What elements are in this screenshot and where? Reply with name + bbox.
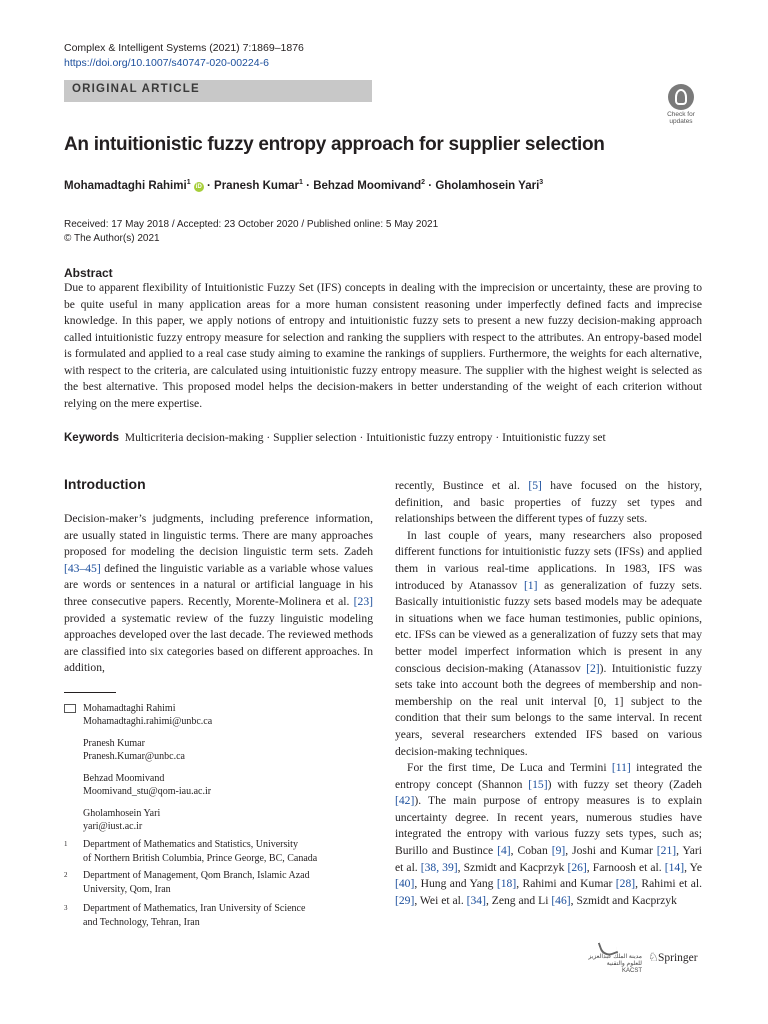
contact-name: Behzad Moomivand: [83, 773, 165, 784]
affiliation-line: Department of Management, Qom Branch, Islamic Azad: [83, 870, 310, 881]
introduction-heading: Introduction: [64, 476, 146, 492]
affiliation: [64, 869, 310, 896]
text-run: recently, Bustince et al.: [395, 479, 529, 492]
text-run: , Hung and Yang: [414, 877, 497, 891]
citation-link[interactable]: [9]: [551, 844, 566, 858]
text-run: as generalization of fuzzy sets. Basically intuitionistic fuzzy sets based models may be adequate in situations when we face human testimonies, public opinions, etc. IFSs can be viewed as a generalization of fuzzy sets that may better model imperfect information which is present in any conscious decision-making (Atanassov: [395, 578, 702, 675]
author-name[interactable]: Behzad Moomivand: [313, 179, 422, 192]
publisher-footer: [578, 940, 704, 972]
text-run: , Yari et al.: [395, 844, 703, 874]
abstract-heading: Abstract: [64, 266, 113, 280]
contact-email[interactable]: yari@iust.ac.ir: [83, 821, 143, 832]
affiliation: [64, 902, 305, 929]
text-run: , Szmidt and Kacprzyk: [457, 860, 568, 874]
text-run: In last couple of years, many researchers also proposed different functions for intuitionistic fuzzy sets (IFSs) and applied them in various real-time applications. In 1983, IFS was introduced by Atanassov: [395, 528, 702, 592]
citation-link[interactable]: [40]: [395, 877, 415, 891]
springer-horse-icon: ♘: [648, 950, 659, 964]
text-run: , Coban: [510, 844, 552, 858]
affiliation-line: Department of Mathematics, Iran University of Science: [83, 903, 306, 914]
author-name[interactable]: Gholamhosein Yari: [435, 179, 540, 192]
author-affil-sup: 3: [539, 179, 544, 186]
springer-name: Springer: [658, 952, 698, 964]
text-run: ). The main purpose of entropy measures is to explain uncertainty degree. In recent years, numerous studies have integrated the entropy with various fuzzy sets types, such as; Burillo and Bustince: [395, 794, 702, 858]
kacst-label: [582, 954, 642, 975]
paragraph: [395, 528, 702, 760]
citation-link[interactable]: [2]: [586, 661, 600, 675]
citation-link[interactable]: [26]: [567, 860, 587, 874]
kacst-arabic: مدينة الملك عبدالعزيز للعلوم والتقنية: [588, 954, 642, 967]
affiliation-number: 3: [64, 904, 68, 912]
affiliation-line: University, Qom, Iran: [83, 883, 171, 895]
author-contact: [83, 807, 212, 833]
citation-link[interactable]: [29]: [395, 893, 415, 907]
contact-email[interactable]: Mohamadtaghi.rahimi@unbc.ca: [83, 716, 213, 727]
contact-name: Gholamhosein Yari: [83, 808, 161, 819]
article-type-label: ORIGINAL ARTICLE: [72, 83, 200, 95]
doi-link[interactable]: https://doi.org/10.1007/s40747-020-00224-6: [64, 57, 269, 69]
affiliation-number: 1: [64, 840, 68, 848]
affiliation-line: of Northern British Columbia, Prince George, BC, Canada: [83, 852, 318, 864]
text-run: For the first time, De Luca and Termini: [407, 761, 612, 775]
citation-link[interactable]: [46]: [551, 893, 571, 907]
paragraph: [395, 478, 702, 528]
correspondence-block: [64, 702, 212, 842]
affiliation: [64, 838, 317, 865]
text-run: ). Intuitionistic fuzzy sets take into account both the degrees of membership and non-membership on the real unit interval [0, 1] subject to the condition that their sum belongs to the same interval. In recent years, several researchers extended IFS based on various decision-making techniques.: [395, 661, 702, 758]
envelope-icon: [64, 704, 76, 713]
check-updates-icon: [668, 84, 694, 110]
citation-link[interactable]: [38, 39]: [420, 860, 458, 874]
contact-email[interactable]: Pranesh.Kumar@unbc.ca: [83, 751, 185, 762]
citation-link[interactable]: [11]: [611, 761, 631, 775]
citation-link[interactable]: [21]: [656, 844, 677, 858]
paper-title: An intuitionistic fuzzy entropy approach for supplier selection: [64, 134, 605, 155]
author-contact: [83, 702, 212, 728]
author-affil-sup: 2: [421, 179, 426, 186]
text-run: defined the linguistic variable as a variable whose values are words or sentences in a natural or artificial language in his three consecutive papers. Recently, Morente-Molinera et al.: [64, 561, 373, 608]
citation-link[interactable]: [43–45]: [64, 561, 101, 575]
affiliation-number: 2: [64, 871, 68, 879]
text-run: , Szmidt and Kacprzyk: [570, 893, 677, 907]
text-run: provided a systematic review of the fuzzy linguistic modeling approaches developed over the last decade. The reviewed methods are classified into six categories based on different approaches. In addition,: [64, 611, 373, 675]
left-column-text: [64, 511, 373, 677]
author-list: Mohamadtaghi Rahimi$^1$ iD · Pranesh Kumar$^1$ · Behzad Moomivand$^2$ · Gholamhosein Yari$^3$: [64, 179, 544, 192]
text-run: , Wei et al.: [414, 893, 467, 907]
text-run: , Zeng and Li: [485, 893, 552, 907]
author-affil-sup: 1: [299, 179, 303, 186]
check-for-updates-badge[interactable]: [660, 84, 702, 124]
publication-dates: [64, 218, 438, 246]
text-run: integrated the entropy concept (Shannon: [395, 761, 702, 791]
keywords-label: Keywords: [64, 432, 119, 444]
author-contact: [83, 772, 212, 798]
contact-email[interactable]: Moomivand_stu@qom-iau.ac.ir: [83, 786, 212, 797]
text-run: ) with fuzzy set theory (Zadeh: [547, 777, 702, 791]
author-contact: [83, 737, 212, 763]
citation-link[interactable]: [5]: [528, 479, 542, 492]
orcid-icon[interactable]: iD: [195, 183, 202, 190]
citation-link[interactable]: [42]: [395, 794, 415, 808]
text-run: have focused on the history, definition, and basic properties of fuzzy set types and relationships between the different types of fuzzy sets.: [395, 479, 702, 526]
check-updates-label: Check for updates: [667, 111, 695, 125]
citation-link[interactable]: [23]: [353, 594, 373, 608]
footnote-divider: [64, 692, 116, 693]
keywords: [64, 431, 704, 444]
text-run: , Joshi and Kumar: [565, 844, 657, 858]
paragraph: [395, 760, 702, 909]
citation-link[interactable]: [34]: [466, 893, 486, 907]
author-affil-sup: 1: [186, 179, 191, 186]
journal-citation: Complex & Intelligent Systems (2021) 7:1869–1876: [64, 42, 304, 54]
citation-link[interactable]: [1]: [523, 578, 538, 592]
citation-link[interactable]: [15]: [528, 777, 548, 791]
text-run: , Rahimi et al.: [635, 877, 702, 891]
contact-name: Mohamadtaghi Rahimi: [83, 703, 176, 714]
dates-line: Received: 17 May 2018 / Accepted: 23 October 2020 / Published online: 5 May 2021: [64, 219, 439, 230]
text-run: , Rahimi and Kumar: [516, 877, 616, 891]
author-name[interactable]: Mohamadtaghi Rahimi: [64, 179, 187, 192]
text-run: , Ye: [684, 860, 702, 874]
citation-link[interactable]: [18]: [496, 877, 517, 891]
citation-link[interactable]: [4]: [497, 844, 511, 858]
author-name[interactable]: Pranesh Kumar: [214, 179, 300, 192]
text-run: Decision-maker’s judgments, including preference information, are usually stated in linguistic terms. There are many approaches proposed for modeling the decision linguistic term sets. Zadeh: [64, 512, 373, 559]
journal-header: [64, 41, 304, 71]
article-type-banner: [64, 80, 372, 102]
abstract-text: Due to apparent flexibility of Intuitionistic Fuzzy Set (IFS) concepts in dealing with the imprecision or uncertainty, these are proving to be quite useful in many application areas for a more human consistent reasoning under imperfectly defined facts and imprecise knowledge. In this paper, we apply notions of entropy and intuitionistic fuzzy sets to present a new fuzzy decision-making approach called intuitionistic fuzzy entropy measure for selection and ranking the suppliers with respect to the attributes. An entropy-based model is formulated and applied to a real case study aiming to examine the rankings of suppliers. Furthermore, the weights for each alternative, with respect to the criteria, are calculated using intuitionistic fuzzy entropy measure. The supplier with the highest weight is selected as the best alternative. This proposed model helps the decision-makers in better understanding of the weight of each criterion without relying on the mere expertise.: [64, 281, 702, 410]
kacst-name: KACST: [621, 968, 642, 974]
citation-link[interactable]: [14]: [664, 860, 685, 874]
affiliation-line: and Technology, Tehran, Iran: [83, 916, 200, 928]
citation-link[interactable]: [28]: [615, 877, 636, 891]
copyright-line: © The Author(s) 2021: [64, 233, 160, 244]
affiliation-line: Department of Mathematics and Statistics, University: [83, 839, 298, 850]
contact-name: Pranesh Kumar: [83, 738, 145, 749]
keywords-text: Multicriteria decision-making · Supplier selection · Intuitionistic fuzzy entropy · Intuitionistic fuzzy set: [124, 431, 606, 444]
text-run: , Farnoosh et al.: [586, 860, 665, 874]
right-column-text: [395, 478, 702, 909]
